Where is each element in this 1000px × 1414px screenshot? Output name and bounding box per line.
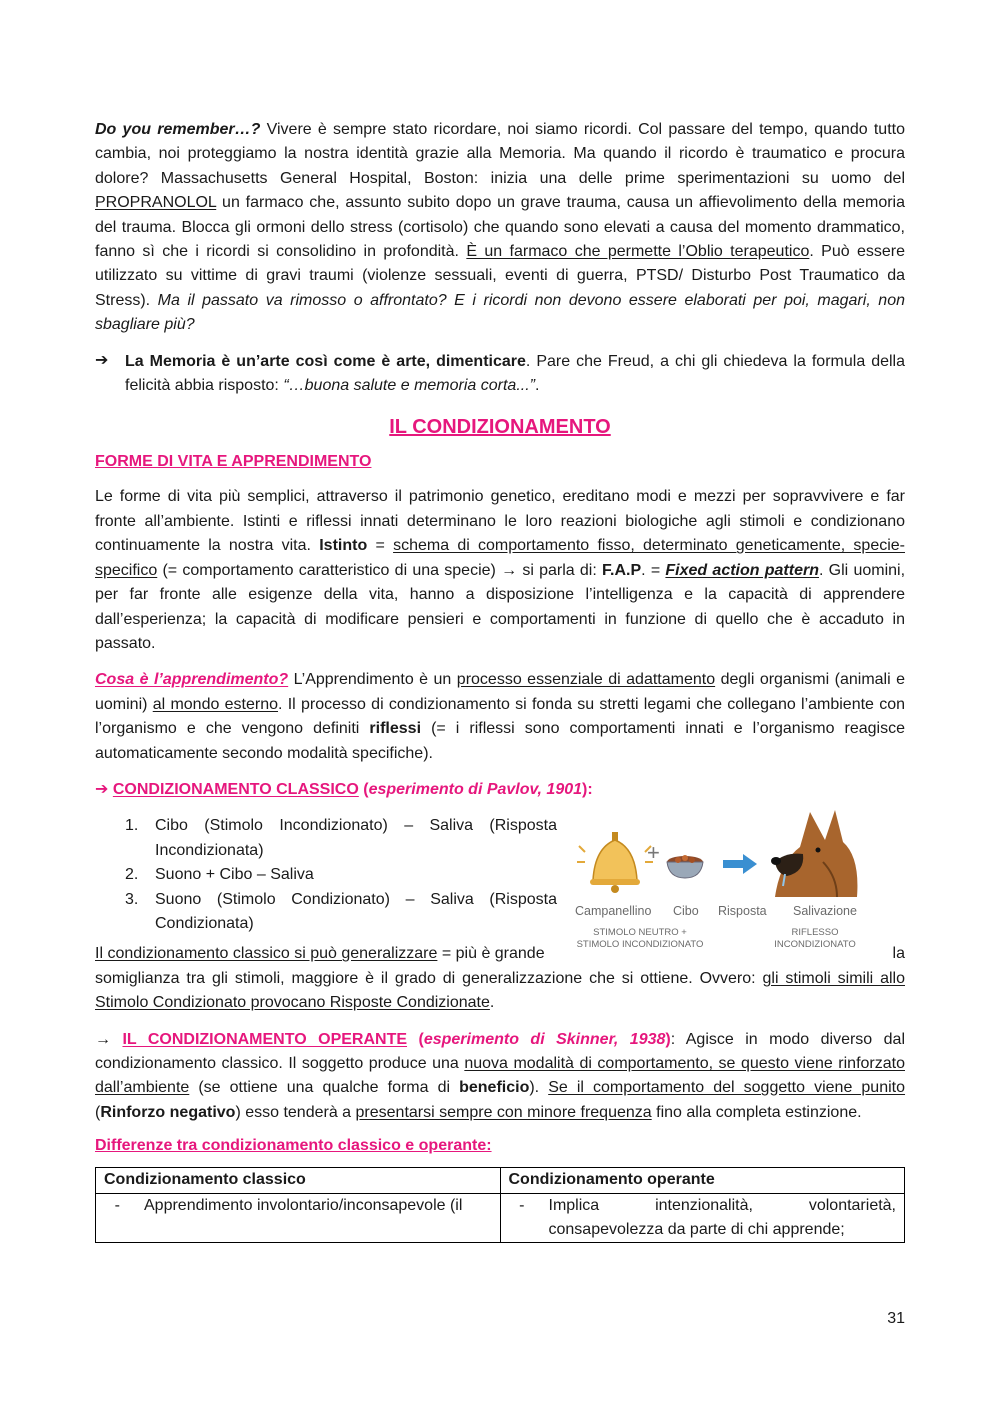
- table-header-row: [96, 1168, 905, 1193]
- appr-text-1: L’Apprendimento è un: [288, 671, 457, 689]
- operante-text-2: (se ottiene una qualche forma di: [189, 1079, 460, 1097]
- intro-text-3: . Può essere utilizzato su vittime di gravi traumi (violenze sessuali, eventi di guerra, PTSD/ Disturbo Post Traumatico da Stress).: [95, 243, 906, 309]
- appr-text-3: . Il processo di condizionamento si fonda su stretti legami che collegano l’ambiente con l’organismo e che vengono definiti: [95, 695, 906, 738]
- subsection-title: FORME DI VITA E APPRENDIMENTO: [95, 453, 372, 471]
- intro-text-1: Vivere è sempre stato ricordare, noi siamo ricordi. Col passare del tempo, quando tutto cambia, noi proteggiamo la nostra identità grazie alla Memoria. Ma quando il ricordo è traumatico e procura dolore? Massachusetts General Hospital, Boston: inizia una delle prime sperimentazioni su uomo del: [95, 121, 905, 187]
- drug-name: PROPRANOLOL: [95, 194, 217, 212]
- appr-text-4: (= i riflessi sono comportamenti innati e l’organismo reagisce automaticamente secondo modalità specifiche).: [95, 720, 906, 762]
- operante-underlined-2: Se il comportamento del soggetto viene punito: [548, 1079, 906, 1097]
- table-header-classico: Condizionamento classico: [96, 1168, 501, 1193]
- cell-text: Apprendimento involontario/inconsapevole (il: [144, 1196, 463, 1214]
- appr-text-2: degli organismi (animali e uomini): [95, 671, 906, 713]
- operante-title: IL CONDIZIONAMENTO OPERANTE: [122, 1030, 408, 1048]
- operante-paragraph: [95, 1028, 905, 1126]
- figure-caption-right: RIFLESSO INCONDIZIONATO: [774, 927, 856, 951]
- forme-text-1: Le forme di vita più semplici, attraverso il patrimonio genetico, ereditano modi e mezzi per sopravvivere e far fronte all’ambiente. Istinti e riflessi innati determinano le loro reazioni biologiche agli stimoli e condizionano continuamente la nostra vita.: [95, 488, 905, 555]
- dog-icon: [771, 810, 857, 897]
- differenze-title: Differenze tra condizionamento classico e operante:: [95, 1137, 492, 1155]
- memory-end: .: [534, 377, 540, 395]
- list-number: 2.: [125, 866, 139, 884]
- list-item: [125, 888, 557, 937]
- dash-marker: -: [519, 1196, 525, 1214]
- plus-sign: +: [647, 840, 660, 866]
- fap-term: F.A.P: [602, 561, 642, 579]
- arrow-icon: ➔: [95, 780, 109, 798]
- beneficio-term: beneficio: [459, 1079, 530, 1097]
- classico-experiment: esperimento di Pavlov, 1901: [368, 780, 583, 798]
- arrow-icon: →: [501, 561, 518, 579]
- differences-table: [95, 1167, 905, 1243]
- operante-text-5: ) esso tenderà a: [235, 1103, 356, 1121]
- memory-quote: “…buona salute e memoria corta...”: [283, 377, 535, 395]
- operante-text-4: (: [95, 1103, 101, 1121]
- forme-text-4: . =: [641, 561, 666, 579]
- appr-underlined-2: al mondo esterno: [152, 695, 279, 713]
- section-title: IL CONDIZIONAMENTO: [389, 416, 611, 439]
- forme-paragraph: [95, 485, 905, 656]
- figure-caption-left: STIMOLO NEUTRO + STIMOLO INCONDIZIONATO: [576, 927, 704, 951]
- arrow-icon: →: [95, 1030, 111, 1048]
- intro-lead: Do you remember…?: [95, 121, 261, 138]
- operante-text-1: : Agisce in modo diverso dal condizionamento classico. Il soggetto produce una: [95, 1030, 906, 1072]
- gen-underlined-2: gli stimoli simili allo Stimolo Condizionato provocano Risposte Condizionate: [95, 969, 905, 1012]
- memory-note: [95, 350, 905, 399]
- intro-underlined: È un farmaco che permette l’Oblio terapeutico: [466, 243, 810, 261]
- classico-heading: [95, 778, 905, 802]
- operante-experiment: esperimento di Skinner, 1938: [423, 1030, 666, 1048]
- table-row: [96, 1193, 905, 1243]
- riflessi-term: riflessi: [369, 720, 422, 738]
- forme-text-3: si parla di:: [517, 561, 603, 579]
- memory-bold: La Memoria è un’arte così come è arte, dimenticare: [125, 352, 526, 370]
- list-number: 1.: [125, 817, 139, 835]
- apprendimento-question: Cosa è l’apprendimento?: [95, 671, 289, 689]
- bell-icon: [577, 832, 653, 893]
- gen-underlined: Il condizionamento classico si può generalizzare: [95, 945, 438, 963]
- gen-end: .: [489, 994, 495, 1012]
- table-cell-operante: [500, 1193, 905, 1243]
- classico-block: [95, 814, 905, 951]
- classico-close: ):: [582, 780, 593, 798]
- list-text: Suono (Stimolo Condizionato) – Saliva (Risposta Condizionata): [155, 890, 557, 932]
- operante-text-3: ).: [529, 1079, 549, 1097]
- generalizzazione-paragraph: [95, 942, 905, 1015]
- food-bowl-icon: [667, 855, 703, 878]
- table-cell-classico: [96, 1193, 501, 1243]
- cell-text: Implica intenzionalità, volontarietà, consapevolezza da parte di chi apprende;: [548, 1196, 896, 1238]
- intro-paragraph: [95, 118, 905, 338]
- memory-text: . Pare che Freud, a chi gli chiedeva la formula della felicità abbia risposto:: [125, 352, 906, 395]
- list-item: [125, 814, 557, 863]
- operante-text-6: fino alla completa estinzione.: [651, 1103, 862, 1121]
- operante-underlined-3: presentarsi sempre con minore frequenza: [355, 1103, 652, 1121]
- pavlov-figure: [575, 802, 875, 952]
- classico-open: (: [358, 780, 369, 798]
- forme-text-5: . Gli uomini, per far fronte alle esigenze della vita, hanno a disposizione l’intelligenza e la capacità di apprendere dall’esperienza; la capacità di modificare pensieri e comportamenti in funzione di quello che è accaduto in passato.: [95, 561, 906, 652]
- gen-text-2: somiglianza tra gli stimoli, maggiore è il grado di generalizzazione che si ottiene. Ovvero:: [95, 969, 763, 987]
- gen-la: la: [892, 945, 905, 963]
- intro-text-2: un farmaco che, assunto subito dopo un grave trauma, causa un affievolimento della memoria del trauma. Blocca gli ormoni dello stress (cortisolo) che quando sono elevati a causa del momento drammatico, fanno sì che i ricordi si consolidino in profondità.: [95, 194, 905, 261]
- apprendimento-paragraph: [95, 668, 905, 766]
- page-number: 31: [887, 1310, 905, 1327]
- operante-close: ): [665, 1030, 671, 1048]
- istinto-term: Istinto: [319, 537, 368, 555]
- gen-text: = più è grande: [437, 945, 545, 963]
- operante-open: (: [407, 1030, 424, 1048]
- intro-closing: Ma il passato va rimosso o affrontato? E i ricordi non devono essere elaborati per poi, magari, non sbagliare più?: [95, 291, 906, 334]
- figure-label-risposta: Risposta: [718, 904, 767, 919]
- figure-label-cibo: Cibo: [673, 904, 699, 919]
- operante-underlined-1: nuova modalità di comportamento, se questo viene rinforzato dall’ambiente: [95, 1054, 905, 1097]
- rinforzo-term: Rinforzo negativo: [100, 1103, 236, 1121]
- fixed-action-pattern: Fixed action pattern: [665, 561, 819, 579]
- table-header-operante: Condizionamento operante: [500, 1168, 905, 1193]
- list-item: [125, 863, 557, 887]
- classico-title: CONDIZIONAMENTO CLASSICO: [112, 780, 359, 798]
- document-page: [95, 118, 905, 1243]
- dash-marker: -: [114, 1196, 120, 1214]
- appr-underlined-1: processo essenziale di adattamento: [456, 671, 716, 689]
- arrow-icon: ➔: [95, 351, 109, 369]
- pavlov-illustration: [575, 802, 875, 902]
- forme-eq: =: [367, 537, 394, 555]
- classico-list: [125, 814, 557, 936]
- figure-label-campanellino: Campanellino: [575, 904, 652, 919]
- list-text: Suono + Cibo – Saliva: [155, 866, 314, 884]
- list-number: 3.: [125, 890, 139, 908]
- list-text: Cibo (Stimolo Incondizionato) – Saliva (Risposta Incondizionata): [155, 817, 557, 859]
- forme-text-2: (= comportamento caratteristico di una specie): [157, 561, 502, 579]
- istinto-definition: schema di comportamento fisso, determinato geneticamente, specie-specifico: [95, 537, 905, 579]
- arrow-right-icon: [723, 854, 757, 874]
- figure-label-salivazione: Salivazione: [793, 904, 857, 919]
